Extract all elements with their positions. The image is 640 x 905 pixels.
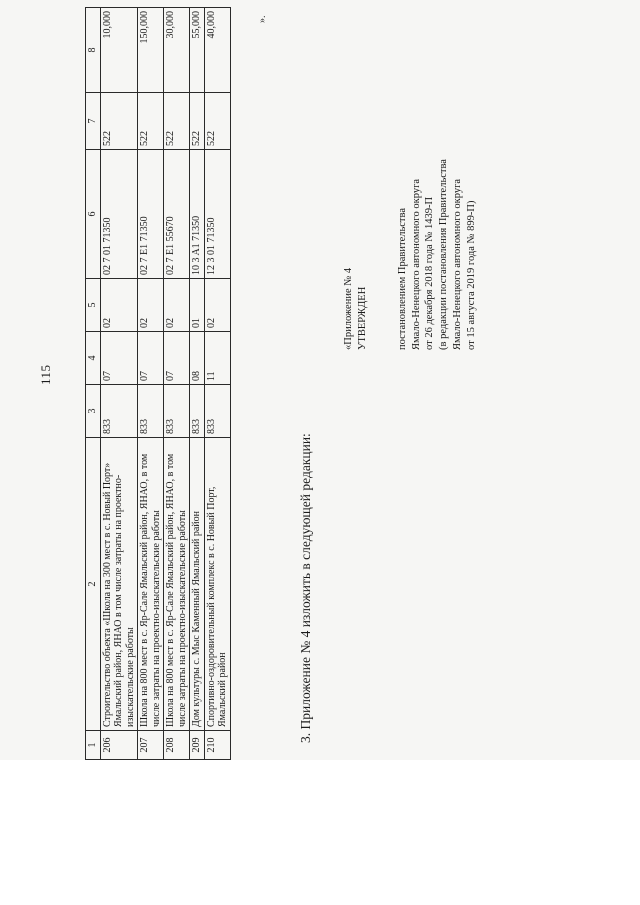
cell-expense-type: 522 bbox=[100, 93, 138, 150]
approved-label: УТВЕРЖДЕН bbox=[356, 286, 368, 350]
column-header: 2 bbox=[86, 438, 101, 731]
cell-amount: 30,000 bbox=[164, 8, 190, 93]
cell-subsection: 02 bbox=[164, 279, 190, 332]
appendix-line: от 26 декабря 2018 года № 1439-П bbox=[424, 196, 436, 350]
cell-amount: 40,000 bbox=[204, 8, 230, 93]
cell-section: 07 bbox=[164, 332, 190, 385]
object-name: Школа на 800 мест в с. Яр-Сале Ямальский район, ЯНАО, в том числе затраты на проектно-изыскательские работы bbox=[164, 438, 190, 731]
cell-amount: 55,000 bbox=[190, 8, 205, 93]
row-number: 206 bbox=[100, 731, 138, 760]
cell-target-article: 02 7 E1 71350 bbox=[138, 150, 164, 279]
cell-expense-type: 522 bbox=[204, 93, 230, 150]
column-header: 5 bbox=[86, 279, 101, 332]
cell-code: 833 bbox=[100, 385, 138, 438]
cell-subsection: 02 bbox=[204, 279, 230, 332]
cell-code: 833 bbox=[190, 385, 205, 438]
appendix-line: постановлением Правительства bbox=[396, 207, 408, 350]
cell-subsection: 02 bbox=[138, 279, 164, 332]
table-header-row bbox=[86, 8, 101, 760]
budget-table bbox=[85, 7, 231, 760]
cell-target-article: 02 7 E1 55670 bbox=[164, 150, 190, 279]
row-number: 210 bbox=[204, 731, 230, 760]
column-header: 1 bbox=[86, 731, 101, 760]
row-number: 209 bbox=[190, 731, 205, 760]
appendix-line: (в редакции постановления Правительства bbox=[438, 159, 450, 350]
cell-code: 833 bbox=[204, 385, 230, 438]
spacer bbox=[370, 159, 396, 350]
appendix-line: Ямало-Ненецкого автономного округа bbox=[452, 178, 464, 350]
table-row bbox=[138, 8, 164, 760]
page-number: 115 bbox=[38, 364, 53, 385]
cell-code: 833 bbox=[164, 385, 190, 438]
closing-quote-mark: ». bbox=[257, 15, 268, 23]
table-row bbox=[204, 8, 230, 760]
cell-target-article: 12 3 01 71350 bbox=[204, 150, 230, 279]
cell-code: 833 bbox=[138, 385, 164, 438]
column-header: 4 bbox=[86, 332, 101, 385]
column-header: 6 bbox=[86, 150, 101, 279]
cell-section: 07 bbox=[138, 332, 164, 385]
object-name: Школа на 800 мест в с. Яр-Сале Ямальский район, ЯНАО, в том числе затраты на проектно-изыскательские работы bbox=[138, 438, 164, 731]
column-header: 8 bbox=[86, 8, 101, 93]
table-row bbox=[190, 8, 205, 760]
appendix-line: Ямало-Ненецкого автономного округа bbox=[410, 178, 422, 350]
object-name: Дом культуры с. Мыс Каменный Ямальский район bbox=[190, 438, 205, 731]
row-number: 207 bbox=[138, 731, 164, 760]
appendix-line: от 15 августа 2019 года № 899-П) bbox=[466, 200, 478, 350]
row-number: 208 bbox=[164, 731, 190, 760]
cell-target-article: 10 3 A1 71350 bbox=[190, 150, 205, 279]
cell-expense-type: 522 bbox=[164, 93, 190, 150]
object-name: Строительство объекта «Школа на 300 мест в с. Новый Порт» Ямальский район, ЯНАО в том числе затраты на проектно-изыскательские работы bbox=[100, 438, 138, 731]
appendix-title: «Приложение № 4 bbox=[343, 267, 354, 350]
column-header: 7 bbox=[86, 93, 101, 150]
cell-subsection: 01 bbox=[190, 279, 205, 332]
object-name: Спортивно-оздоровительный комплекс в с. Новый Порт, Ямальский район bbox=[204, 438, 230, 731]
cell-expense-type: 522 bbox=[190, 93, 205, 150]
amendment-instruction: 3. Приложение № 4 изложить в следующей редакции: bbox=[298, 433, 313, 743]
cell-section: 11 bbox=[204, 332, 230, 385]
cell-expense-type: 522 bbox=[138, 93, 164, 150]
cell-section: 08 bbox=[190, 332, 205, 385]
table-row bbox=[164, 8, 190, 760]
table-row bbox=[100, 8, 138, 760]
cell-amount: 10,000 bbox=[100, 8, 138, 93]
cell-subsection: 02 bbox=[100, 279, 138, 332]
cell-target-article: 02 7 01 71350 bbox=[100, 150, 138, 279]
cell-amount: 150,000 bbox=[138, 8, 164, 93]
column-header: 3 bbox=[86, 385, 101, 438]
appendix-approval-block bbox=[342, 159, 479, 350]
cell-section: 07 bbox=[100, 332, 138, 385]
